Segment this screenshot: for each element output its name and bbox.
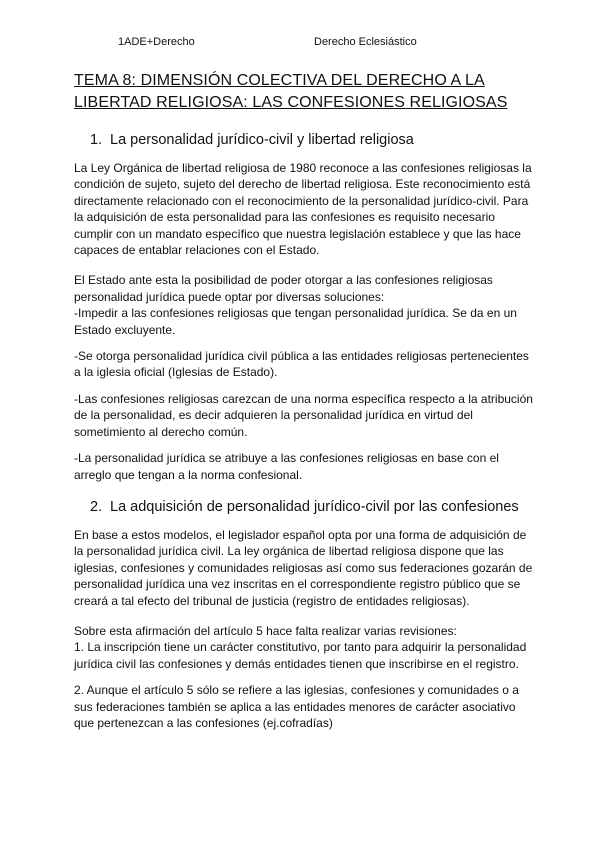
header-subject: Derecho Eclesiástico [314, 36, 417, 48]
section-2-number: 2. [90, 498, 103, 515]
section-1-list-item: -Se otorga personalidad jurídica civil pública a las entidades religiosas pertenecientes a la iglesia oficial (Iglesias de Estado). [74, 349, 529, 380]
section-2-paragraph: En base a estos modelos, el legislador español opta por una forma de adquisición de la personalidad jurídica civil. La ley orgánica de libertad religiosa dispone que las iglesias, confesiones y comunidades religiosas así como sus federaciones gozarán de personalidad jurídica una vez inscritas en el correspondiente registro público que se creará a tal efecto del tribunal de justicia (registro de entidades religiosas). [74, 527, 533, 608]
section-1-paragraph: La Ley Orgánica de libertad religiosa de 1980 reconoce a las confesiones religiosas la condición de sujeto, sujeto del derecho de libertad religiosa. Este reconocimiento está directamente relacionado con el reconocimiento de la personalidad jurídico-civil. Para la adquisición de esta personalidad para las confesiones es requisito necesario cumplir con un mandato específico que nuestra legislación establece y que las hace capaces de entablar relaciones con el Estado. [74, 161, 532, 258]
document-body [74, 130, 534, 731]
section-1-title: La personalidad jurídico-civil y libertad religiosa [110, 132, 414, 148]
section-2-list-item: 2. Aunque el artículo 5 sólo se refiere a las iglesias, confesiones y comunidades o a sus federaciones también se aplica a las entidades menores de carácter asociativo que pertenezcan a las confesiones (ej.cofradías) [74, 683, 519, 730]
section-2-paragraph: Sobre esta afirmación del artículo 5 hace falta realizar varias revisiones: [74, 623, 457, 638]
section-2-title: La adquisición de personalidad jurídico-civil por las confesiones [110, 498, 519, 515]
section-1-paragraph: El Estado ante esta la posibilidad de poder otorgar a las confesiones religiosas personalidad jurídica puede optar por diversas soluciones: [74, 273, 493, 304]
section-1-list-item: -Las confesiones religiosas carezcan de una norma específica respecto a la atribución de la personalidad, es decir adquieren la personalidad jurídica en virtud del sometimiento al derecho común. [74, 391, 533, 439]
section-1-number: 1. [90, 132, 103, 148]
section-1-list-item: -Impedir a las confesiones religiosas que tengan personalidad jurídica. Se da en un Estado excluyente. [74, 306, 517, 337]
section-1-heading [74, 130, 534, 150]
section-2-list-item: 1. La inscripción tiene un carácter constitutivo, por tanto para adquirir la personalidad jurídica civil las confesiones y demás entidades tienen que inscribirse en el registro. [74, 640, 527, 671]
section-1-list-item: -La personalidad jurídica se atribuye a las confesiones religiosas en base con el arreglo que tengan a la norma confesional. [74, 451, 499, 482]
section-2-heading [74, 497, 534, 517]
document-title: TEMA 8: DIMENSIÓN COLECTIVA DEL DERECHO A LA LIBERTAD RELIGIOSA: LAS CONFESIONES RELIGIOSAS [74, 72, 508, 111]
header-course: 1ADE+Derecho [118, 36, 195, 48]
